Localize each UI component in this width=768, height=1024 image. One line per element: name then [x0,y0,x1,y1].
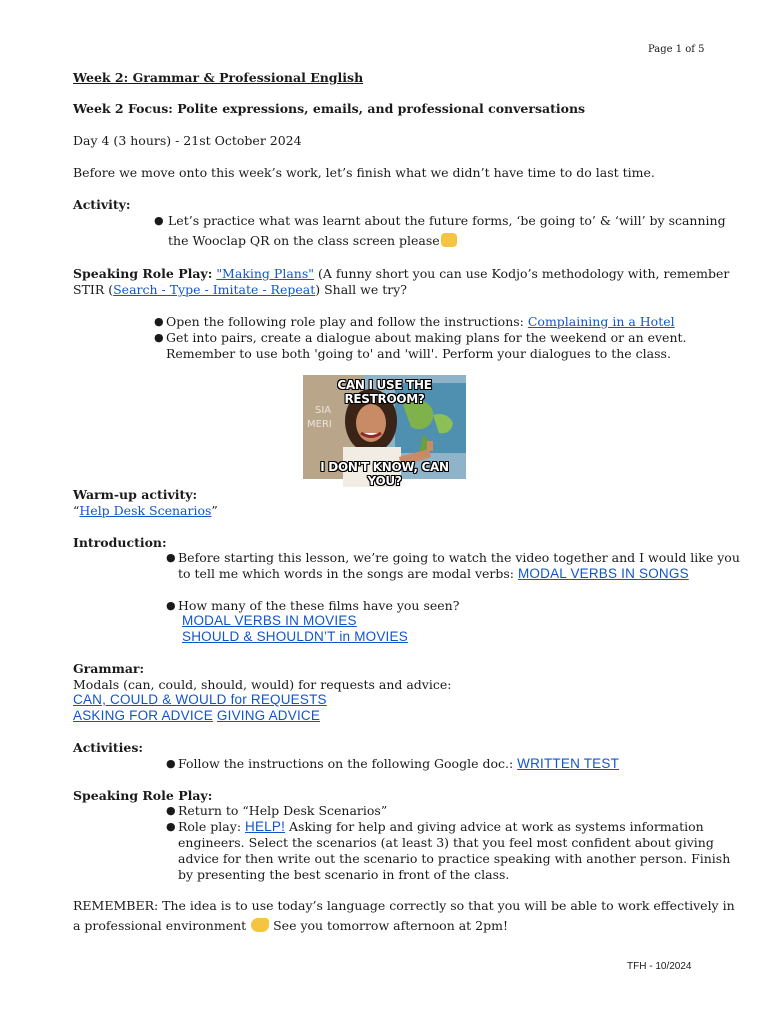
stir-link[interactable]: Search - Type - Imitate - Repeat [113,282,316,297]
remember-line-2: a professional environment See you tomorrow afternoon at 2pm! [73,918,509,933]
week-focus: Week 2 Focus: Polite expressions, emails, and professional conversations [73,101,586,116]
bullet-icon: ● [166,599,176,612]
page-number: Page 1 of 5 [648,44,705,55]
role-play-2-bullet-1: Return to “Help Desk Scenarios” [178,803,388,818]
bullet-icon: ● [166,551,176,564]
modal-verbs-movies-link[interactable]: MODAL VERBS IN MOVIES [182,613,357,628]
page-title: Week 2: Grammar & Professional English [73,70,364,85]
bullet-icon: ● [154,331,164,344]
help-desk-scenarios-link[interactable]: Help Desk Scenarios [79,503,212,518]
bullet-icon: ● [166,804,176,817]
giving-advice-link[interactable]: GIVING ADVICE [216,708,321,723]
introduction-heading: Introduction: [73,535,167,550]
can-could-would-requests-link[interactable]: CAN, COULD & WOULD for REQUESTS [73,692,327,707]
intro-text: Before we move onto this week’s work, let’s finish what we didn’t have time to do last time. [73,165,655,180]
should-shouldnt-movies-link[interactable]: SHOULD & SHOULDN’T in MOVIES [182,629,408,644]
making-plans-link[interactable]: "Making Plans" [216,266,314,281]
activity-line-1: Let’s practice what was learnt about the future forms, ‘be going to’ & ‘will’ by scanning [168,213,726,228]
warmup-line: “Help Desk Scenarios” [73,503,218,518]
role-play-2-bullet-2-line-1: Role play: HELP! Asking for help and giving advice at work as systems information [178,819,704,834]
introduction-bullet-1-line-1: Before starting this lesson, we’re going to watch the video together and I would like you [178,550,740,565]
bullet-icon: ● [166,757,176,770]
bullet-icon: ● [154,315,164,328]
role-play-2-bullet-2-line-4: by presenting the best scenario in front of the class. [178,867,510,882]
modal-verbs-songs-link[interactable]: MODAL VERBS IN SONGS [517,566,689,581]
role-play-1-heading: Speaking Role Play: [73,266,213,281]
role-play-1-bullet-1: Open the following role play and follow the instructions: Complaining in a Hotel [166,314,675,329]
meme-board-text-2: MERI [307,419,332,430]
bullet-icon: ● [154,214,164,227]
flexed-arm-icon [251,918,269,932]
meme-image [303,375,466,488]
should-movies-row [182,629,408,645]
grammar-text: Modals (can, could, should, would) for requests and advice: [73,677,452,692]
meme-board-text-1: SIA [315,405,332,416]
help-link[interactable]: HELP! [245,819,286,834]
footer-code: TFH - 10/2024 [627,961,692,972]
written-test-link[interactable]: WRITTEN TEST [517,756,620,771]
activity-line-2: the Wooclap QR on the class screen please [168,233,457,249]
meme-top-caption: CAN I USE THE RESTROOM? [337,378,432,406]
meme-bottom-caption: I DON'T KNOW, CAN YOU? [320,460,449,488]
warmup-heading: Warm-up activity: [73,487,198,502]
asking-for-advice-link[interactable]: ASKING FOR ADVICE [73,708,213,723]
modal-verbs-movies-row [182,613,357,629]
role-play-2-heading: Speaking Role Play: [73,788,213,803]
role-play-1-line-2: STIR (Search - Type - Imitate - Repeat) Shall we try? [73,282,407,297]
thumbs-up-icon [441,233,457,247]
role-play-1-bullet-2-line-2: Remember to use both 'going to' and 'will'. Perform your dialogues to the class. [166,346,671,361]
grammar-heading: Grammar: [73,661,145,676]
bullet-icon: ● [166,820,176,833]
activity-heading: Activity: [73,197,131,212]
activities-bullet: Follow the instructions on the following Google doc.: WRITTEN TEST [178,756,620,771]
role-play-1-line-1: Speaking Role Play: "Making Plans" (A funny short you can use Kodjo’s methodology with, remember [73,266,730,281]
day-info: Day 4 (3 hours) - 21st October 2024 [73,133,302,148]
role-play-1-bullet-2-line-1: Get into pairs, create a dialogue about making plans for the weekend or an event. [166,330,687,345]
introduction-bullet-1-line-2: to tell me which words in the songs are modal verbs: MODAL VERBS IN SONGS [178,566,689,581]
remember-line-1: REMEMBER: The idea is to use today’s language correctly so that you will be able to work effectively in [73,898,735,913]
activities-heading: Activities: [73,740,143,755]
advice-links-row [73,708,320,724]
requests-link-row [73,692,327,708]
introduction-bullet-2: How many of the these films have you seen? [178,598,460,613]
role-play-2-bullet-2-line-2: engineers. Select the scenarios (at least 3) that you feel most confident about giving [178,835,714,850]
complaining-hotel-link[interactable]: Complaining in a Hotel [527,314,675,329]
role-play-2-bullet-2-line-3: advice for then write out the scenario to practice speaking with another person. Finish [178,851,731,866]
